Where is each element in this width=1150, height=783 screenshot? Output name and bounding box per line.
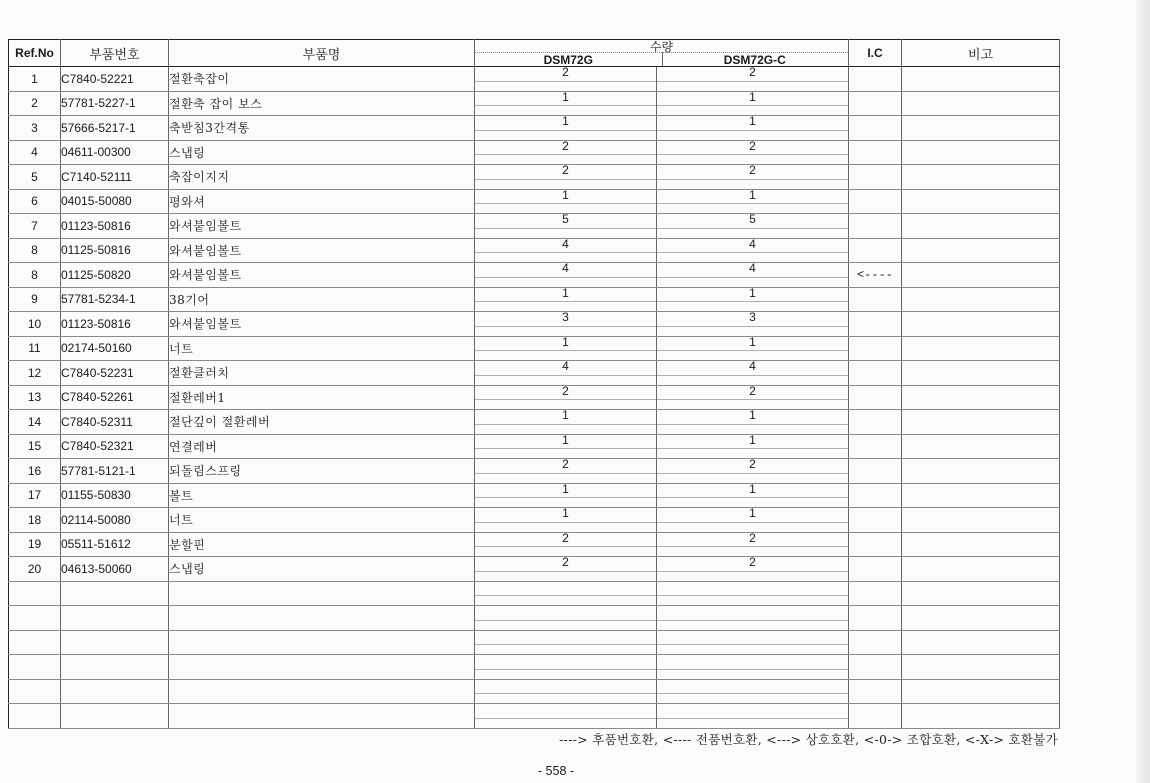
table-row: [9, 532, 1060, 557]
cell-ref-no: 14: [9, 410, 61, 435]
cell-qty-dsm72g-c: 4: [657, 238, 849, 263]
cell-qty-dsm72g: 1: [475, 189, 657, 214]
cell-ic: [849, 189, 902, 214]
cell-qty-dsm72g: 2: [475, 385, 657, 410]
cell-qty-dsm72g: 5: [475, 214, 657, 239]
cell-note: [902, 91, 1060, 116]
cell-qty-dsm72g: 1: [475, 91, 657, 116]
cell-part-number: 05511-51612: [61, 532, 169, 557]
header-ref-no: Ref.No: [9, 40, 61, 67]
cell-note: [902, 263, 1060, 288]
cell-note: [902, 557, 1060, 582]
cell-empty: [61, 606, 169, 631]
cell-empty: [61, 581, 169, 606]
table-row: [9, 165, 1060, 190]
cell-qty-dsm72g-c: 1: [657, 483, 849, 508]
cell-empty: [475, 581, 657, 606]
cell-ic: [849, 385, 902, 410]
cell-part-number: 57666-5217-1: [61, 116, 169, 141]
cell-ic: [849, 287, 902, 312]
cell-part-name: 와셔붙임볼트: [169, 263, 475, 288]
table-row: [9, 287, 1060, 312]
cell-note: [902, 67, 1060, 92]
cell-qty-dsm72g: 2: [475, 459, 657, 484]
table-row-empty: [9, 581, 1060, 606]
cell-part-name: 스냅링: [169, 140, 475, 165]
cell-part-name: 볼트: [169, 483, 475, 508]
cell-ic: [849, 508, 902, 533]
cell-ref-no: 6: [9, 189, 61, 214]
table-row: [9, 238, 1060, 263]
cell-qty-dsm72g: 4: [475, 361, 657, 386]
cell-qty-dsm72g: 1: [475, 410, 657, 435]
cell-empty: [169, 606, 475, 631]
cell-qty-dsm72g-c: 5: [657, 214, 849, 239]
cell-note: [902, 508, 1060, 533]
cell-part-name: 연결레버: [169, 434, 475, 459]
table-row-empty: [9, 679, 1060, 704]
cell-part-number: C7140-52111: [61, 165, 169, 190]
cell-empty: [169, 704, 475, 729]
cell-part-name: 너트: [169, 336, 475, 361]
table-row: [9, 385, 1060, 410]
cell-empty: [61, 630, 169, 655]
cell-empty: [9, 606, 61, 631]
cell-empty: [475, 606, 657, 631]
cell-ref-no: 1: [9, 67, 61, 92]
cell-qty-dsm72g-c: 4: [657, 361, 849, 386]
table-row: [9, 483, 1060, 508]
cell-part-number: 04015-50080: [61, 189, 169, 214]
table-row-empty: [9, 704, 1060, 729]
cell-qty-dsm72g-c: 1: [657, 410, 849, 435]
cell-part-number: 01123-50816: [61, 312, 169, 337]
page-number: - 558 -: [537, 764, 575, 778]
cell-qty-dsm72g-c: 2: [657, 557, 849, 582]
cell-ref-no: 7: [9, 214, 61, 239]
cell-qty-dsm72g: 1: [475, 116, 657, 141]
cell-note: [902, 410, 1060, 435]
header-ic: I.C: [849, 40, 902, 67]
cell-part-name: 절환레버1: [169, 385, 475, 410]
cell-empty: [902, 655, 1060, 680]
table-row-empty: [9, 655, 1060, 680]
cell-note: [902, 165, 1060, 190]
table-row: [9, 459, 1060, 484]
cell-ic: [849, 140, 902, 165]
cell-empty: [475, 679, 657, 704]
cell-ic: [849, 238, 902, 263]
cell-ref-no: 13: [9, 385, 61, 410]
cell-part-name: 스냅링: [169, 557, 475, 582]
cell-empty: [902, 630, 1060, 655]
cell-ref-no: 17: [9, 483, 61, 508]
cell-note: [902, 385, 1060, 410]
cell-qty-dsm72g: 3: [475, 312, 657, 337]
cell-part-number: 02114-50080: [61, 508, 169, 533]
cell-ic: [849, 336, 902, 361]
cell-qty-dsm72g-c: 1: [657, 189, 849, 214]
cell-empty: [169, 655, 475, 680]
cell-qty-dsm72g: 2: [475, 532, 657, 557]
table-header-row: [9, 40, 1060, 67]
cell-ic: [849, 410, 902, 435]
cell-ic: [849, 165, 902, 190]
table-row: [9, 434, 1060, 459]
cell-empty: [657, 581, 849, 606]
cell-ref-no: 20: [9, 557, 61, 582]
cell-ic: [849, 116, 902, 141]
cell-part-number: 02174-50160: [61, 336, 169, 361]
cell-part-number: 04611-00300: [61, 140, 169, 165]
cell-ic: [849, 459, 902, 484]
cell-qty-dsm72g-c: 2: [657, 532, 849, 557]
cell-note: [902, 532, 1060, 557]
table-row: [9, 116, 1060, 141]
cell-ic: [849, 214, 902, 239]
cell-part-number: C7840-52231: [61, 361, 169, 386]
cell-part-name: 절단깊이 절환레버: [169, 410, 475, 435]
cell-empty: [61, 679, 169, 704]
cell-empty: [475, 630, 657, 655]
cell-qty-dsm72g-c: 1: [657, 336, 849, 361]
cell-qty-dsm72g-c: 2: [657, 67, 849, 92]
table-row: [9, 140, 1060, 165]
table-row: [9, 508, 1060, 533]
table-row: [9, 312, 1060, 337]
cell-part-name: 평와셔: [169, 189, 475, 214]
cell-part-name: 와셔붙임볼트: [169, 238, 475, 263]
header-part-number: 부품번호: [61, 40, 169, 67]
table-row: [9, 410, 1060, 435]
cell-qty-dsm72g: 1: [475, 483, 657, 508]
cell-part-name: 와셔붙임볼트: [169, 312, 475, 337]
cell-empty: [902, 606, 1060, 631]
cell-qty-dsm72g: 2: [475, 165, 657, 190]
cell-part-number: 04613-50060: [61, 557, 169, 582]
cell-note: [902, 116, 1060, 141]
cell-empty: [657, 630, 849, 655]
cell-empty: [657, 655, 849, 680]
parts-list-sheet: [8, 39, 1060, 725]
cell-ref-no: 4: [9, 140, 61, 165]
cell-note: [902, 214, 1060, 239]
cell-empty: [849, 655, 902, 680]
cell-empty: [169, 679, 475, 704]
cell-qty-dsm72g-c: 1: [657, 116, 849, 141]
cell-part-name: 절환축잡이: [169, 67, 475, 92]
table-row: [9, 67, 1060, 92]
cell-part-number: 57781-5121-1: [61, 459, 169, 484]
cell-empty: [9, 655, 61, 680]
cell-empty: [849, 581, 902, 606]
cell-part-number: C7840-52221: [61, 67, 169, 92]
cell-empty: [657, 704, 849, 729]
parts-table: [8, 39, 1060, 729]
cell-qty-dsm72g: 1: [475, 287, 657, 312]
cell-part-name: 38기어: [169, 287, 475, 312]
cell-ic: [849, 91, 902, 116]
cell-empty: [169, 630, 475, 655]
cell-part-number: 57781-5227-1: [61, 91, 169, 116]
cell-part-number: C7840-52261: [61, 385, 169, 410]
cell-note: [902, 312, 1060, 337]
table-row: [9, 263, 1060, 288]
cell-qty-dsm72g: 1: [475, 434, 657, 459]
cell-note: [902, 189, 1060, 214]
cell-ic: [849, 483, 902, 508]
cell-qty-dsm72g: 4: [475, 263, 657, 288]
cell-part-name: 절환축 잡이 보스: [169, 91, 475, 116]
cell-empty: [849, 704, 902, 729]
cell-part-name: 너트: [169, 508, 475, 533]
cell-empty: [657, 606, 849, 631]
cell-part-number: C7840-52321: [61, 434, 169, 459]
cell-part-number: 57781-5234-1: [61, 287, 169, 312]
cell-qty-dsm72g-c: 2: [657, 385, 849, 410]
cell-part-name: 축받침3간격통: [169, 116, 475, 141]
cell-empty: [9, 704, 61, 729]
cell-note: [902, 336, 1060, 361]
table-row-empty: [9, 630, 1060, 655]
cell-note: [902, 459, 1060, 484]
cell-ic: [849, 557, 902, 582]
cell-ref-no: 9: [9, 287, 61, 312]
cell-part-name: 분할핀: [169, 532, 475, 557]
cell-qty-dsm72g: 4: [475, 238, 657, 263]
cell-empty: [61, 704, 169, 729]
cell-ic: [849, 67, 902, 92]
cell-ref-no: 19: [9, 532, 61, 557]
table-row: [9, 91, 1060, 116]
table-row: [9, 214, 1060, 239]
cell-note: [902, 287, 1060, 312]
header-model-dsm72g: DSM72G: [543, 53, 593, 67]
cell-ic: [849, 361, 902, 386]
cell-qty-dsm72g-c: 1: [657, 508, 849, 533]
cell-qty-dsm72g-c: 1: [657, 91, 849, 116]
cell-empty: [475, 655, 657, 680]
cell-ic: [849, 532, 902, 557]
cell-empty: [849, 679, 902, 704]
cell-ref-no: 10: [9, 312, 61, 337]
cell-qty-dsm72g-c: 3: [657, 312, 849, 337]
cell-part-number: 01125-50816: [61, 238, 169, 263]
cell-qty-dsm72g: 2: [475, 67, 657, 92]
cell-part-number: 01125-50820: [61, 263, 169, 288]
cell-ic: [849, 434, 902, 459]
cell-qty-dsm72g: 1: [475, 336, 657, 361]
table-row: [9, 189, 1060, 214]
cell-note: [902, 361, 1060, 386]
cell-qty-dsm72g-c: 4: [657, 263, 849, 288]
cell-ref-no: 8: [9, 263, 61, 288]
cell-empty: [849, 630, 902, 655]
table-body: [9, 67, 1060, 729]
scan-edge: [1136, 0, 1150, 783]
cell-empty: [169, 581, 475, 606]
cell-ic: <----: [849, 263, 902, 288]
cell-ref-no: 5: [9, 165, 61, 190]
cell-qty-dsm72g-c: 1: [657, 287, 849, 312]
cell-ref-no: 15: [9, 434, 61, 459]
cell-empty: [902, 679, 1060, 704]
interchange-legend: ----> 후품번호환, <---- 전품번호환, <---> 상호호환, <-0-> 조합호환, <-X-> 호환불가: [559, 732, 1058, 747]
cell-empty: [657, 679, 849, 704]
cell-empty: [475, 704, 657, 729]
header-quantity: [475, 40, 849, 67]
header-model-dsm72g-c: DSM72G-C: [723, 53, 786, 67]
cell-note: [902, 434, 1060, 459]
cell-ref-no: 8: [9, 238, 61, 263]
cell-qty-dsm72g-c: 2: [657, 140, 849, 165]
cell-empty: [61, 655, 169, 680]
cell-part-name: 축잡이지지: [169, 165, 475, 190]
cell-empty: [849, 606, 902, 631]
cell-qty-dsm72g: 1: [475, 508, 657, 533]
cell-qty-dsm72g-c: 1: [657, 434, 849, 459]
cell-note: [902, 483, 1060, 508]
cell-part-number: 01155-50830: [61, 483, 169, 508]
cell-note: [902, 140, 1060, 165]
cell-qty-dsm72g-c: 2: [657, 165, 849, 190]
table-row: [9, 336, 1060, 361]
cell-part-number: C7840-52311: [61, 410, 169, 435]
header-note: 비고: [902, 40, 1060, 67]
table-row: [9, 361, 1060, 386]
cell-empty: [902, 704, 1060, 729]
cell-part-name: 절환클러치: [169, 361, 475, 386]
table-row: [9, 557, 1060, 582]
cell-part-name: 와셔붙임볼트: [169, 214, 475, 239]
cell-ref-no: 12: [9, 361, 61, 386]
cell-part-number: 01123-50816: [61, 214, 169, 239]
cell-empty: [9, 630, 61, 655]
header-part-name: 부품명: [169, 40, 475, 67]
header-quantity-label: 수량: [649, 40, 674, 54]
cell-ref-no: 18: [9, 508, 61, 533]
cell-ref-no: 3: [9, 116, 61, 141]
cell-ref-no: 16: [9, 459, 61, 484]
cell-empty: [902, 581, 1060, 606]
cell-ref-no: 2: [9, 91, 61, 116]
cell-part-name: 되돌림스프링: [169, 459, 475, 484]
cell-empty: [9, 581, 61, 606]
cell-empty: [9, 679, 61, 704]
cell-qty-dsm72g-c: 2: [657, 459, 849, 484]
cell-note: [902, 238, 1060, 263]
cell-ic: [849, 312, 902, 337]
cell-ref-no: 11: [9, 336, 61, 361]
cell-qty-dsm72g: 2: [475, 140, 657, 165]
table-row-empty: [9, 606, 1060, 631]
cell-qty-dsm72g: 2: [475, 557, 657, 582]
